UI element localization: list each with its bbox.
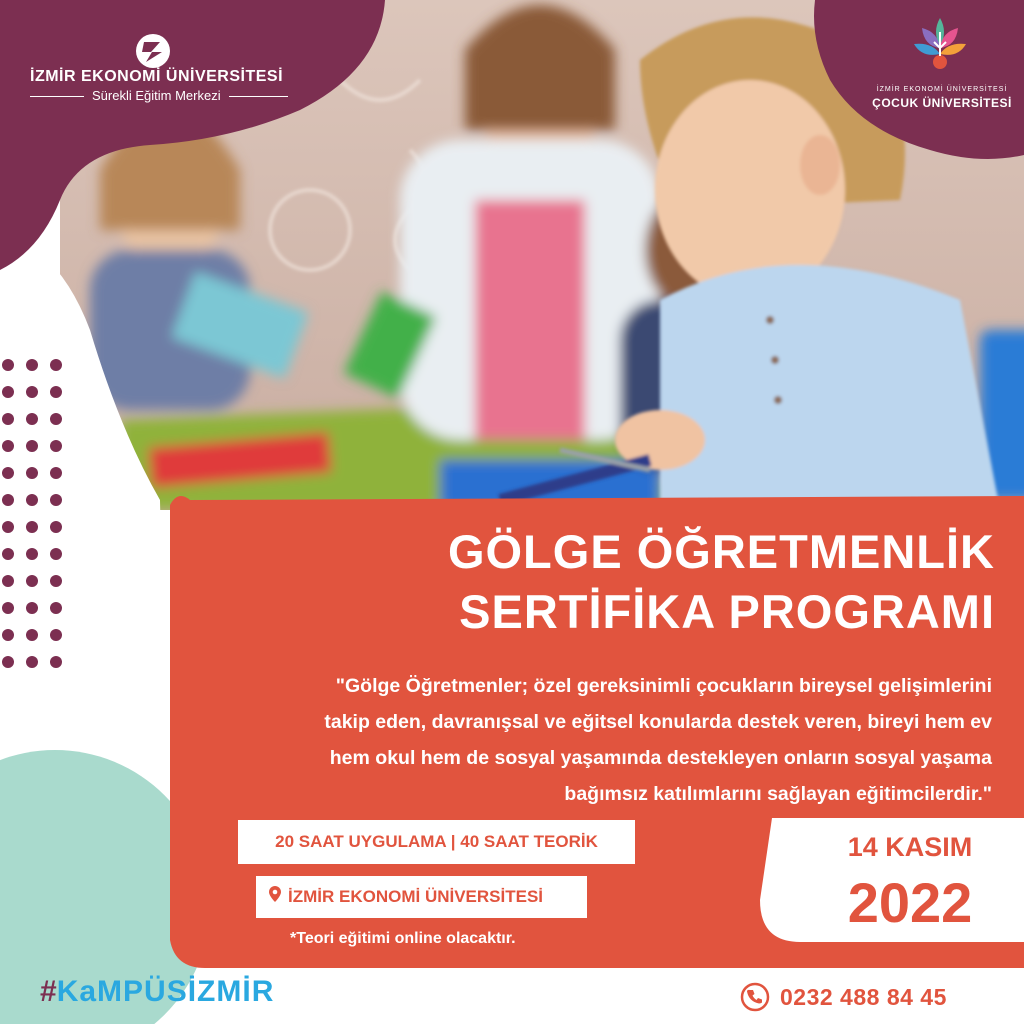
date-day-month: 14 KASIM: [847, 832, 973, 862]
lotus-tree-icon: [912, 12, 968, 79]
online-note: *Teori eğitimi online olacaktır.: [290, 930, 516, 947]
map-pin-icon: [268, 877, 282, 919]
program-description: [180, 668, 992, 812]
quote-line-4: bağımsız katılımlarını sağlayan eğitimcilerdir.": [564, 783, 992, 805]
contact-phone[interactable]: 0232 488 84 45: [780, 984, 947, 1010]
hours-badge: 20 SAAT UYGULAMA | 40 SAAT TEORİK: [238, 820, 635, 864]
venue-label: İZMİR EKONOMİ ÜNİVERSİTESİ: [288, 887, 544, 906]
title-line-2: SERTİFİKA PROGRAMI: [459, 585, 995, 638]
hashtag-symbol: #: [40, 975, 57, 1008]
right-logo-title: ÇOCUK ÜNİVERSİTESİ: [872, 96, 1012, 110]
hashtag-word: KaMPÜSİZMİR: [56, 975, 275, 1008]
quote-line-3: hem okul hem de sosyal yaşamında destekleyen onların sosyal yaşama: [329, 747, 992, 769]
campaign-hashtag: [40, 975, 274, 1009]
title-line-1: GÖLGE ÖĞRETMENLİK: [447, 525, 995, 578]
left-logo-title: İZMİR EKONOMİ ÜNİVERSİTESİ: [30, 68, 284, 85]
venue-badge: [256, 876, 587, 918]
right-logo-small: İZMİR EKONOMİ ÜNİVERSİTESİ: [876, 86, 1008, 93]
phone-icon: [740, 982, 770, 1017]
date-year: 2022: [847, 871, 973, 934]
left-logo-subtitle: Sürekli Eğitim Merkezi: [84, 88, 229, 103]
quote-line-1: "Gölge Öğretmenler; özel gereksinimli çocukların bireysel gelişimlerini: [335, 675, 992, 697]
program-title: [150, 522, 995, 642]
quote-line-2: takip eden, davranışsal ve eğitsel konularda destek veren, bireyi hem ev: [324, 711, 992, 733]
